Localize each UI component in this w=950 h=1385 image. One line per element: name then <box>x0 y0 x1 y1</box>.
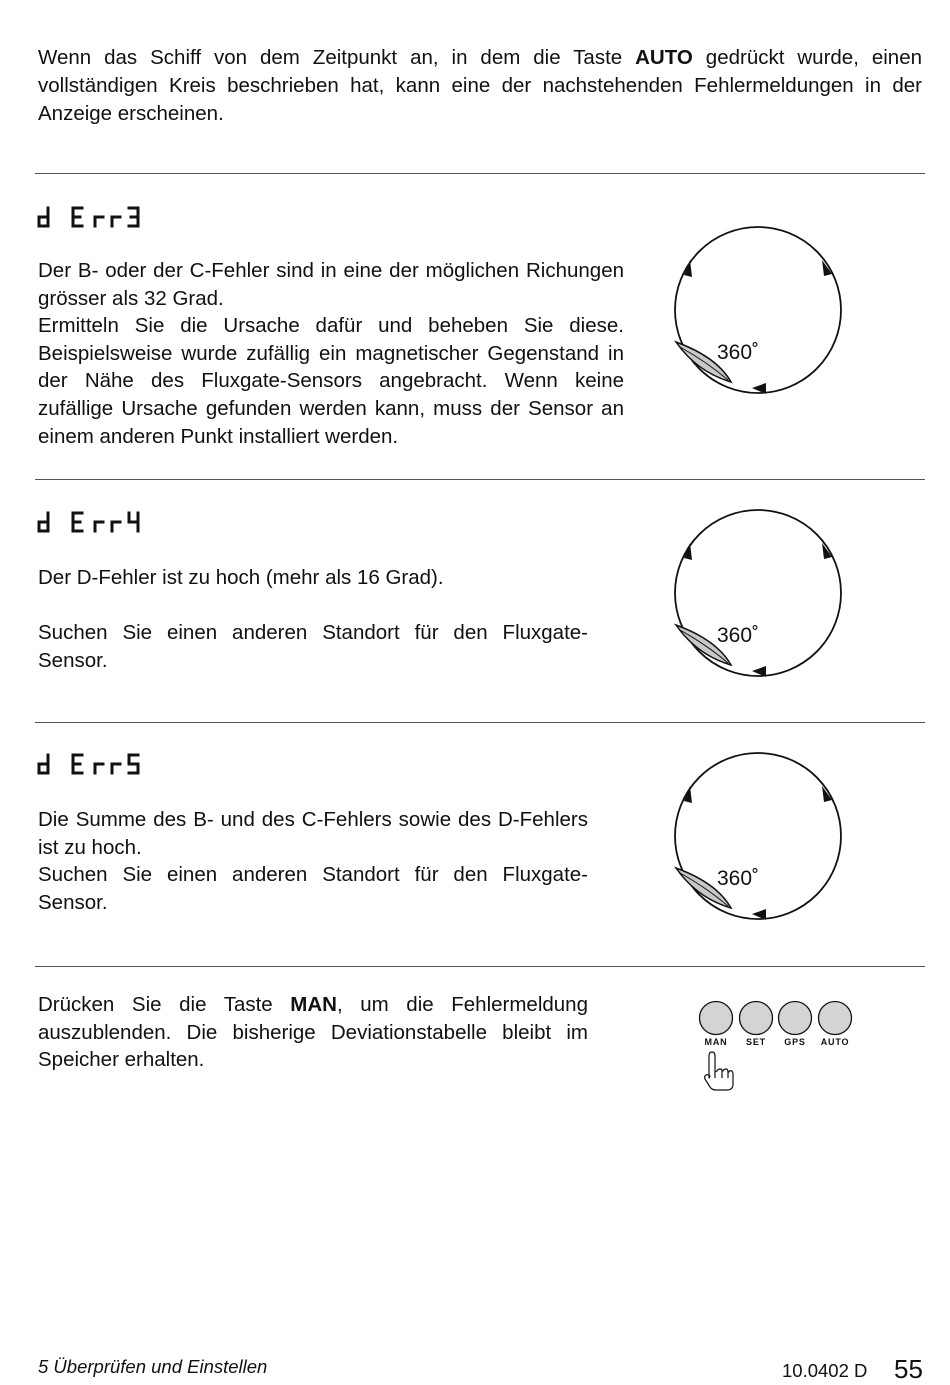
footer-chapter-title: 5 Überprüfen und Einstellen <box>38 1356 268 1377</box>
circle-figure-1 <box>662 222 862 402</box>
intro-text-end: gedrückt wurde, einen vollständigen Kreis beschrieben hat, kann eine der nachstehenden Fehlermeldungen in der Anzeige erscheinen. <box>38 46 922 125</box>
section-2-spacer <box>38 592 588 620</box>
auto-button <box>819 1002 852 1035</box>
man-button <box>700 1002 733 1035</box>
circle-label-2: 360˚ <box>717 624 760 647</box>
footer-document-code: 10.0402 D <box>782 1360 868 1381</box>
section-3-paragraph-1: Die Summe des B- und des C-Fehlers sowie des D-Fehlers ist zu hoch. <box>38 808 588 859</box>
divider-2 <box>35 479 925 480</box>
circle-label-3: 360˚ <box>717 867 760 890</box>
section-1-text <box>38 257 624 450</box>
closing-key-man: MAN <box>290 993 337 1016</box>
section-1-paragraph-1: Der B- oder der C-Fehler sind in eine der möglichen Richungen grösser als 32 Grad. <box>38 259 624 310</box>
section-1-paragraph-2: Ermitteln Sie die Ursache dafür und beheben Sie diese. Beispielsweise wurde zufällig ein magnetischer Gegenstand in der Nähe des Fluxgate-Sensors angebracht. Wenn keine zufällige Ursache gefunden werden kann, muss der Sensor an einem anderen Punkt installiert werden. <box>38 314 624 448</box>
gps-button-label: GPS <box>784 1037 806 1047</box>
error-code-display-2 <box>37 510 147 536</box>
closing-text-start: Drücken Sie die Taste <box>38 993 291 1016</box>
gps-button <box>779 1002 812 1035</box>
keypad-illustration <box>695 998 860 1093</box>
auto-button-label: AUTO <box>820 1037 850 1047</box>
section-2-paragraph-1: Der D-Fehler ist zu hoch (mehr als 16 Grad). <box>38 566 444 589</box>
circle-label-1: 360˚ <box>717 341 760 364</box>
section-3-text <box>38 806 588 916</box>
section-2-text <box>38 564 588 674</box>
closing-text-end: , um die Fehlermeldung auszublenden. Die bisherige Deviationstabelle bleibt im Speicher erhalten. <box>38 993 588 1072</box>
pointing-hand-icon <box>705 1052 733 1090</box>
divider-4 <box>35 966 925 967</box>
divider-3 <box>35 722 925 723</box>
divider-1 <box>35 173 925 174</box>
error-code-display-3 <box>37 752 147 778</box>
closing-paragraph <box>38 991 588 1074</box>
man-button-label: MAN <box>704 1037 728 1047</box>
circle-figure-3 <box>662 748 862 928</box>
set-button <box>740 1002 773 1035</box>
error-code-display-1 <box>37 205 147 231</box>
circle-figure-2 <box>662 505 862 685</box>
page-number: 55 <box>894 1354 923 1384</box>
intro-key-auto: AUTO <box>635 46 693 69</box>
intro-paragraph <box>38 44 922 128</box>
section-2-paragraph-2: Suchen Sie einen anderen Standort für den Fluxgate-Sensor. <box>38 621 588 672</box>
section-3-paragraph-2: Suchen Sie einen anderen Standort für den Fluxgate-Sensor. <box>38 863 588 914</box>
intro-text-start: Wenn das Schiff von dem Zeitpunkt an, in dem die Taste <box>38 46 636 69</box>
set-button-label: SET <box>746 1037 766 1047</box>
